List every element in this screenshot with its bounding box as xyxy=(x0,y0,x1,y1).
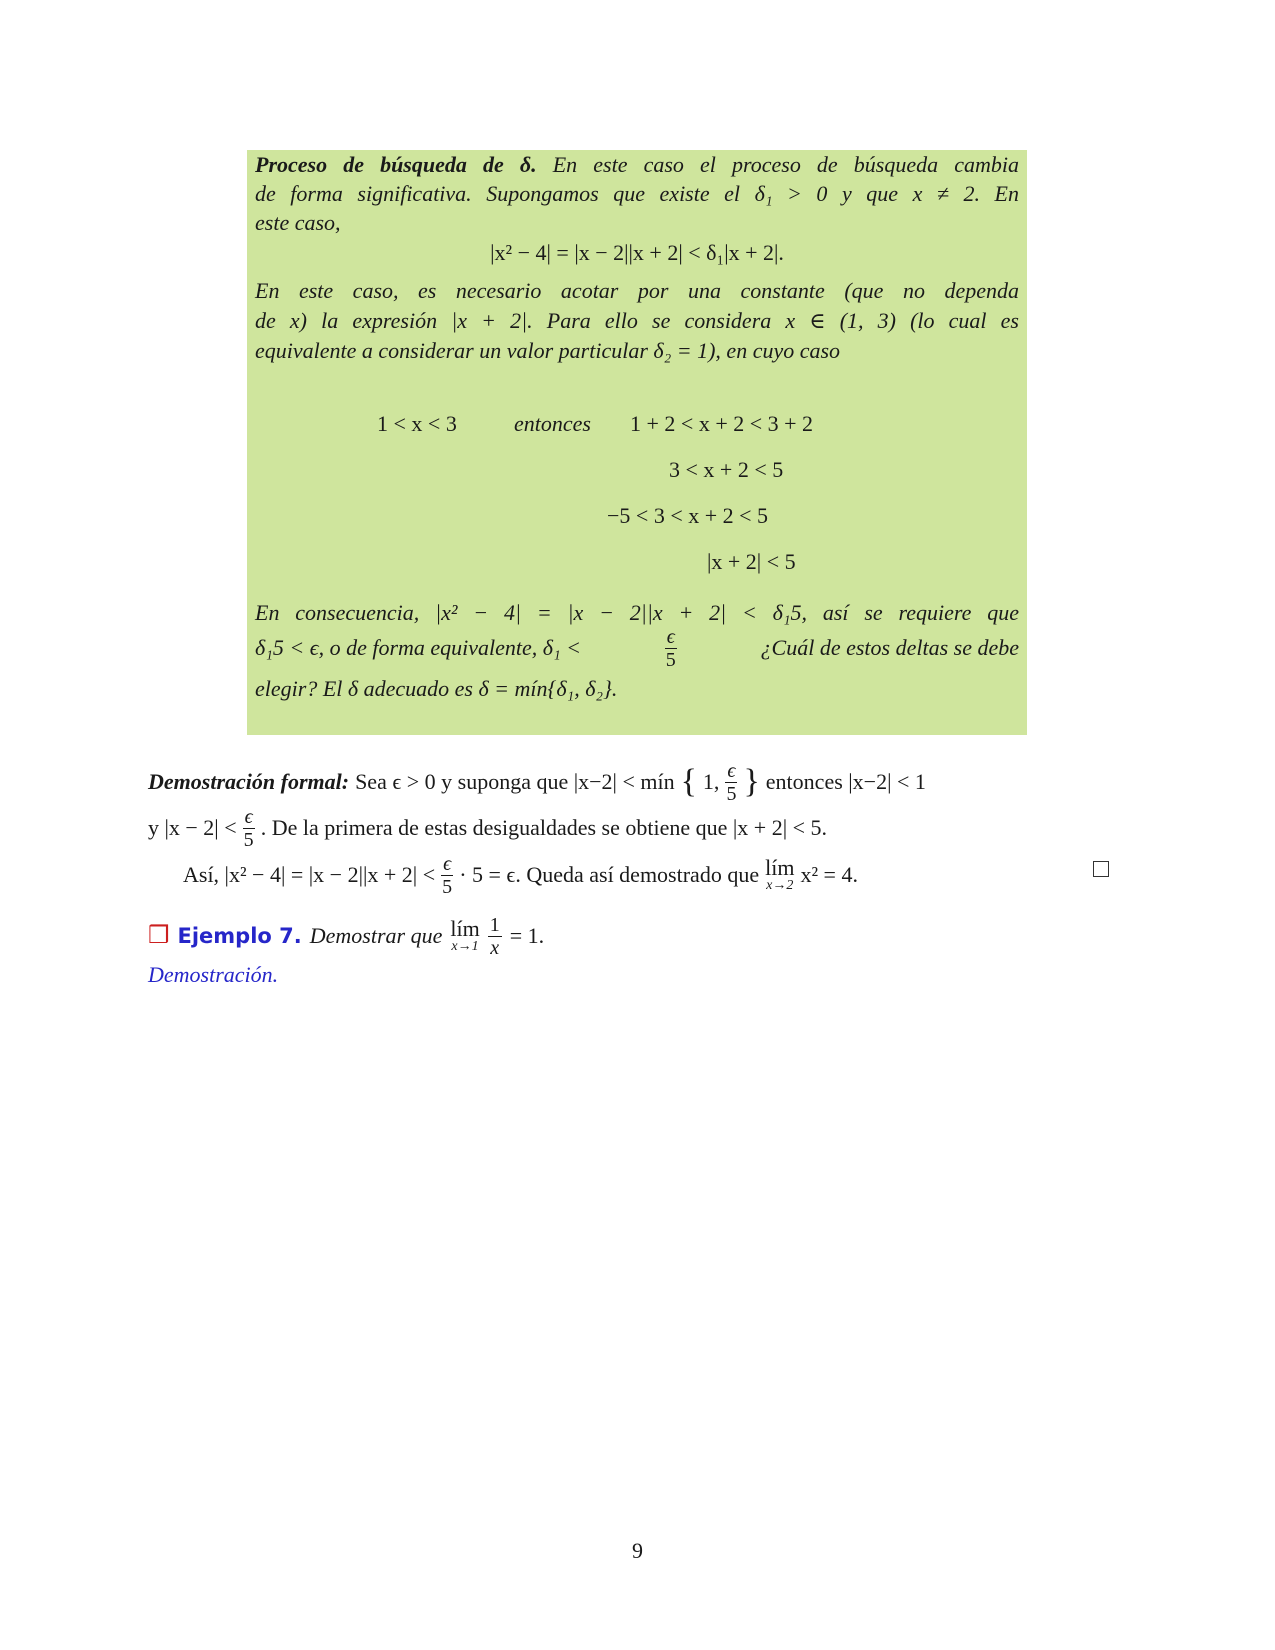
fraction-denominator: 5 xyxy=(442,875,453,898)
brace-open: { xyxy=(680,763,697,800)
box-line-6: equivalente a considerar un valor particular δ₂ = 1), en cuyo caso xyxy=(255,338,841,363)
example-text: Demostrar que xyxy=(309,923,443,948)
box-line-3: este caso, xyxy=(255,210,341,235)
demonstration-link[interactable]: Demostración. xyxy=(148,962,279,987)
fraction-denominator: 5 xyxy=(665,648,676,671)
proof-line-1-a: Sea ϵ > 0 y suponga que |x−2| < mín xyxy=(355,769,675,794)
fraction-denominator: 5 xyxy=(243,828,254,851)
proof-line-1 xyxy=(148,760,926,804)
fraction-numerator: ϵ xyxy=(443,852,452,875)
proof-line-2-fraction xyxy=(243,807,255,850)
proof-line-3-b: · 5 = ϵ. Queda así demostrado que xyxy=(459,862,760,887)
box-line-9: elegir? El δ adecuado es δ = mín{δ₁, δ₂}. xyxy=(255,676,618,701)
example-text-end: = 1. xyxy=(509,923,545,948)
limit-subscript: x→2 xyxy=(766,878,794,893)
proof-line-3-fraction xyxy=(441,854,453,897)
example-marker-icon: ❒ xyxy=(148,923,170,949)
proof-line-3-a: Así, |x² − 4| = |x − 2||x + 2| < xyxy=(183,862,436,887)
fraction-numerator: ϵ xyxy=(666,625,675,648)
chain-row-2: 3 < x + 2 < 5 xyxy=(669,457,784,482)
highlight-box xyxy=(247,150,1027,735)
proof-line-1-one: 1, xyxy=(702,769,720,794)
limit-subscript: x→1 xyxy=(451,939,479,954)
box-line-8-fraction xyxy=(665,627,677,670)
box-line-8 xyxy=(255,626,1019,670)
example-line xyxy=(148,912,544,960)
proof-line-2 xyxy=(148,806,827,850)
proof-line-2-a: y |x − 2| < xyxy=(148,815,237,840)
box-line-1-text: En este caso el proceso de búsqueda cambia xyxy=(552,152,1019,177)
fraction-denominator: 5 xyxy=(726,782,737,805)
fraction-numerator: 1 xyxy=(489,913,500,936)
chain-row-4: |x + 2| < 5 xyxy=(707,549,796,574)
proof-line-3-c: x² = 4. xyxy=(800,862,858,887)
page-number: 9 xyxy=(632,1538,643,1563)
box-line-7: En consecuencia, |x² − 4| = |x − 2||x + 2| < δ₁5, así se requiere que xyxy=(255,600,1019,625)
chain-row-3: −5 < 3 < x + 2 < 5 xyxy=(607,503,769,528)
fraction-numerator: ϵ xyxy=(727,759,736,782)
limit-operator xyxy=(765,857,794,893)
example-fraction xyxy=(488,915,502,958)
chain-row-1: 1 + 2 < x + 2 < 3 + 2 xyxy=(630,411,814,436)
chain-left: 1 < x < 3 xyxy=(377,411,457,436)
proof-line-3 xyxy=(183,852,858,898)
box-line-1 xyxy=(255,150,1019,180)
box-line-4: En este caso, es necesario acotar por una constante (que no dependa xyxy=(255,278,1019,303)
limit-text: lím xyxy=(765,855,795,880)
proof-label: Demostración formal: xyxy=(148,769,350,794)
box-line-5: de x) la expresión |x + 2|. Para ello se considera x ∈ (1, 3) (lo cual es xyxy=(255,308,1019,333)
brace-close: } xyxy=(743,763,760,800)
limit-text: lím xyxy=(450,916,480,941)
example-label: Ejemplo 7. xyxy=(177,924,302,948)
box-title: Proceso de búsqueda de δ. xyxy=(255,152,537,177)
box-line-8-b: ¿Cuál de estos deltas se debe xyxy=(760,635,1019,660)
box-line-8-a: δ₁5 < ϵ, o de forma equivalente, δ₁ < xyxy=(255,635,582,660)
example-limit-operator xyxy=(450,918,479,954)
box-line-2: de forma significativa. Supongamos que existe el δ₁ > 0 y que x ≠ 2. En xyxy=(255,181,1019,206)
fraction-numerator: ϵ xyxy=(244,805,253,828)
proof-line-1-fraction xyxy=(725,761,737,804)
qed-square-icon xyxy=(1093,861,1109,877)
fraction-denominator: x xyxy=(490,936,500,959)
proof-line-2-b: . De la primera de estas desigualdades se obtiene que |x + 2| < 5. xyxy=(260,815,828,840)
chain-word: entonces xyxy=(514,411,591,436)
box-equation-1: |x² − 4| = |x − 2||x + 2| < δ₁|x + 2|. xyxy=(490,240,784,265)
proof-line-1-b: entonces |x−2| < 1 xyxy=(765,769,926,794)
